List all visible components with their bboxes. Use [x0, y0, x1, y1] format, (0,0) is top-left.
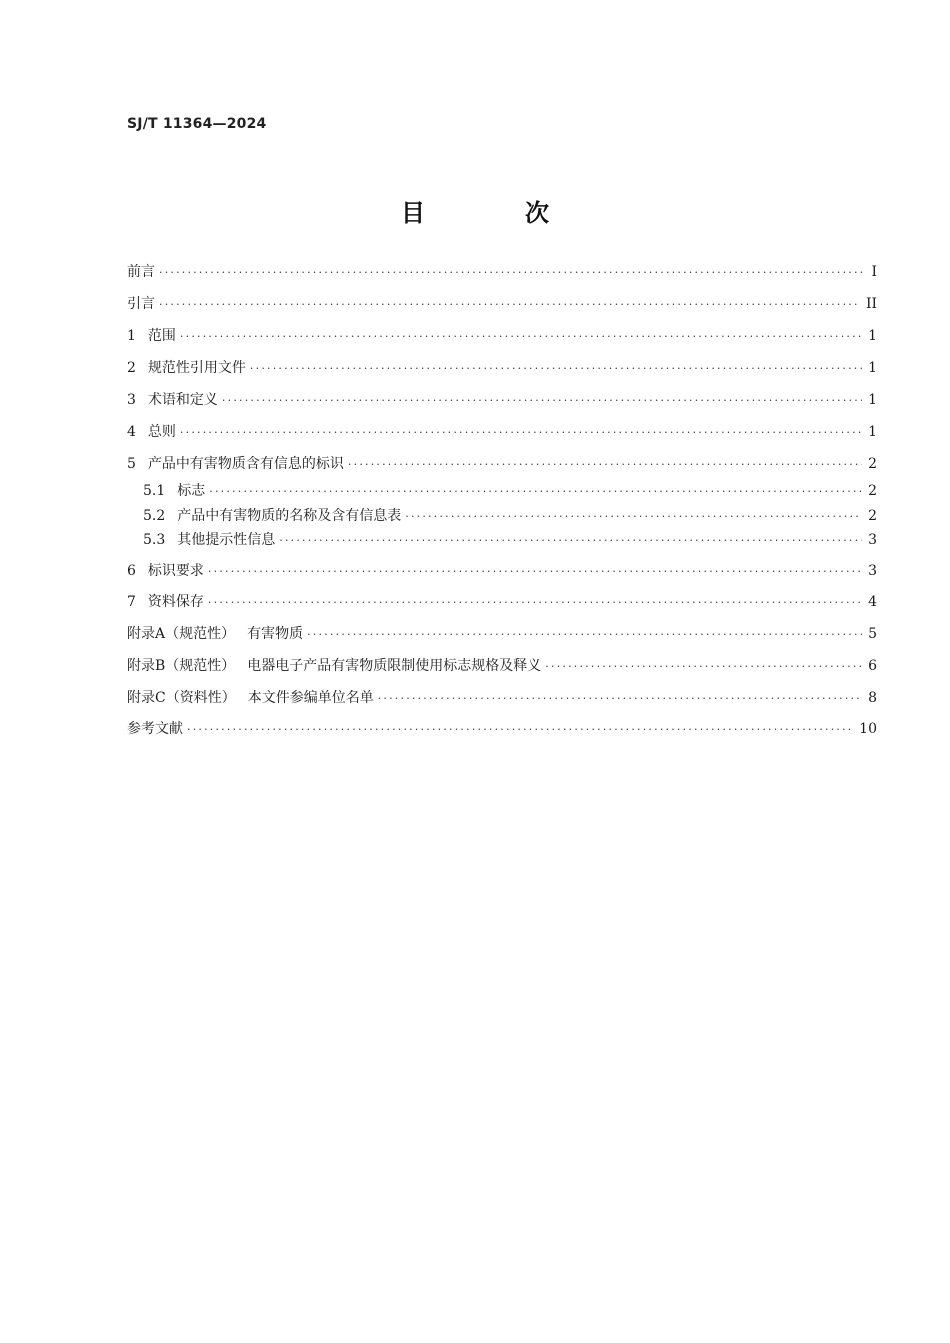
toc-entry-number: 7	[127, 594, 136, 610]
toc-entry-text: 有害物质	[247, 626, 304, 642]
toc-entry-text: 资料保存	[147, 594, 204, 610]
toc-leader-dots	[159, 261, 865, 285]
toc-entry-page: 5	[868, 626, 877, 642]
toc-entry-text: 规范性引用文件	[147, 360, 246, 376]
toc-entry-text: 其他提示性信息	[177, 532, 276, 548]
toc-entry-page: 2	[868, 508, 877, 524]
toc-entry-number: 5.3	[143, 532, 166, 548]
toc-leader-dots	[348, 453, 862, 477]
toc-entry-number: 4	[127, 424, 136, 440]
toc-entry-page: 2	[868, 483, 877, 499]
toc-entry-text: 标志	[177, 483, 206, 499]
toc-entry-number: 3	[127, 392, 136, 408]
toc-entry-page: 3	[868, 563, 877, 579]
toc-entry-general[interactable]	[127, 420, 877, 444]
toc-leader-dots	[187, 718, 853, 742]
toc-entry-number: 附录A（规范性）	[127, 626, 236, 642]
toc-entry-text: 产品中有害物质的名称及含有信息表	[177, 508, 402, 524]
toc-leader-dots	[208, 591, 862, 615]
toc-entry-text: 产品中有害物质含有信息的标识	[147, 456, 344, 472]
toc-leader-dots	[307, 623, 862, 647]
toc-leader-dots	[180, 421, 862, 445]
toc-entry-label	[127, 356, 250, 380]
toc-leader-dots	[159, 293, 860, 317]
toc-entry-text: 术语和定义	[147, 392, 218, 408]
toc-entry-label	[127, 324, 180, 348]
toc-entry-number: 5.2	[143, 508, 166, 524]
toc-entry-label	[143, 479, 209, 503]
toc-entry-page: 8	[868, 690, 877, 706]
toc-entry-page: II	[865, 296, 877, 312]
page-title: 目 次	[401, 199, 587, 227]
toc-leader-dots	[250, 357, 862, 381]
toc-entry-marking[interactable]	[127, 452, 877, 476]
toc-entry-label	[127, 559, 208, 583]
toc-entry-annex-c[interactable]	[127, 686, 877, 710]
toc-entry-text: 总则	[147, 424, 176, 440]
toc-entry-text: 范围	[147, 328, 176, 344]
toc-entry-page: 3	[868, 532, 877, 548]
toc-entry-5-1[interactable]	[143, 479, 877, 503]
toc-entry-normative-references[interactable]	[127, 356, 877, 380]
toc-entry-text: 本文件参编单位名单	[247, 690, 374, 706]
toc-entry-label	[143, 528, 279, 552]
toc-entry-foreword[interactable]	[127, 260, 877, 284]
toc-entry-page: I	[871, 264, 877, 280]
toc-leader-dots	[180, 325, 862, 349]
toc-entry-label	[143, 504, 405, 528]
toc-leader-dots	[222, 389, 862, 413]
toc-entry-text: 标识要求	[147, 563, 204, 579]
toc-entry-scope[interactable]	[127, 324, 877, 348]
toc-entry-label	[127, 388, 222, 412]
toc-entry-page: 6	[868, 658, 877, 674]
toc-entry-label	[127, 420, 180, 444]
toc-entry-label: 引言	[127, 296, 155, 312]
toc-entry-page: 1	[868, 360, 877, 376]
toc-entry-page: 1	[868, 424, 877, 440]
toc-entry-page: 10	[859, 721, 877, 737]
toc-entry-label: 参考文献	[127, 721, 183, 737]
toc-entry-label	[127, 622, 307, 646]
toc-leader-dots	[405, 505, 862, 529]
toc-entry-label	[127, 452, 348, 476]
toc-entry-number: 附录B（规范性）	[127, 658, 236, 674]
toc-entry-page: 4	[868, 594, 877, 610]
toc-entry-5-2[interactable]	[143, 504, 877, 528]
toc-entry-terms[interactable]	[127, 388, 877, 412]
toc-entry-page: 1	[868, 328, 877, 344]
toc-entry-page: 2	[868, 456, 877, 472]
toc-entry-annex-b[interactable]	[127, 654, 877, 678]
toc-entry-number: 5	[127, 456, 136, 472]
toc-entry-label	[127, 686, 378, 710]
toc-entry-page: 1	[868, 392, 877, 408]
toc-entry-number: 2	[127, 360, 136, 376]
toc-entry-number: 5.1	[143, 483, 166, 499]
toc-entry-number: 6	[127, 563, 136, 579]
toc-entry-number: 附录C（资料性）	[127, 690, 236, 706]
toc-leader-dots	[545, 655, 862, 679]
toc-entry-introduction[interactable]	[127, 292, 877, 316]
toc-leader-dots	[279, 529, 862, 553]
toc-leader-dots	[209, 480, 862, 504]
toc-entry-marking-requirements[interactable]	[127, 559, 877, 583]
toc-entry-text: 电器电子产品有害物质限制使用标志规格及释义	[247, 658, 542, 674]
toc-entry-label	[127, 590, 208, 614]
toc-entry-records[interactable]	[127, 590, 877, 614]
toc-entry-label	[127, 654, 545, 678]
toc-entry-bibliography[interactable]	[127, 717, 877, 741]
toc-entry-label: 前言	[127, 264, 155, 280]
toc-leader-dots	[378, 687, 862, 711]
toc-leader-dots	[208, 560, 862, 584]
toc-entry-number: 1	[127, 328, 136, 344]
toc-entry-5-3[interactable]	[143, 528, 877, 552]
toc-entry-annex-a[interactable]	[127, 622, 877, 646]
document-code: SJ/T 11364—2024	[127, 116, 267, 132]
